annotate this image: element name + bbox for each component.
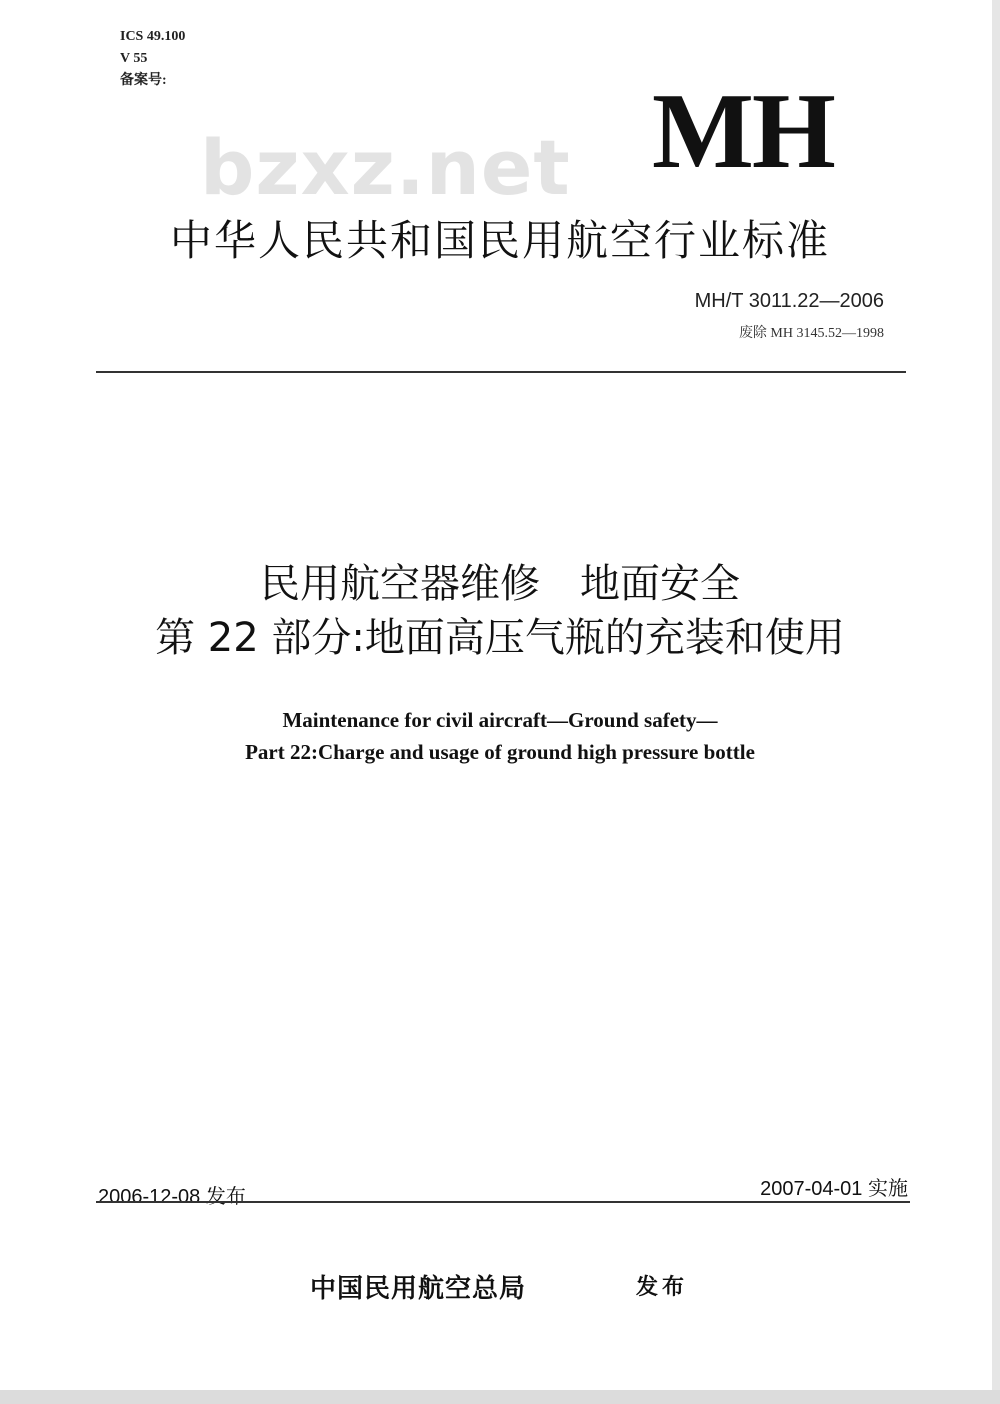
scan-edge-bottom bbox=[0, 1390, 1000, 1404]
english-title-line-1: Maintenance for civil aircraft—Ground safety— bbox=[282, 708, 718, 732]
chinese-title-line-1: 民用航空器维修 地面安全 bbox=[260, 561, 740, 607]
header-meta bbox=[120, 26, 185, 92]
classification-code: V 55 bbox=[120, 51, 148, 66]
header-divider bbox=[96, 371, 906, 373]
watermark: bzxz.net bbox=[200, 123, 571, 212]
chinese-title-line-2: 第 22 部分:地面高压气瓶的充装和使用 bbox=[155, 615, 845, 661]
ics-code: ICS 49.100 bbox=[120, 29, 186, 44]
filing-number-label: 备案号: bbox=[120, 73, 167, 88]
effective-date: 2007-04-01 实施 bbox=[760, 1178, 908, 1200]
english-title-line-2: Part 22:Charge and usage of ground high pressure bottle bbox=[245, 740, 755, 764]
issuing-authority: 中国民用航空总局 bbox=[310, 1274, 527, 1304]
supersedes-note: 废除 MH 3145.52—1998 bbox=[738, 326, 884, 341]
issuing-verb: 发布 bbox=[636, 1275, 689, 1300]
footer-divider bbox=[96, 1201, 910, 1203]
mh-logo: MH bbox=[652, 72, 834, 191]
standard-number: MH/T 3011.22—2006 bbox=[694, 290, 884, 312]
issue-date: 2006-12-08 发布 bbox=[98, 1186, 246, 1208]
standard-title: 中华人民共和国民用航空行业标准 bbox=[169, 216, 830, 265]
scan-edge-right bbox=[992, 0, 1000, 1404]
